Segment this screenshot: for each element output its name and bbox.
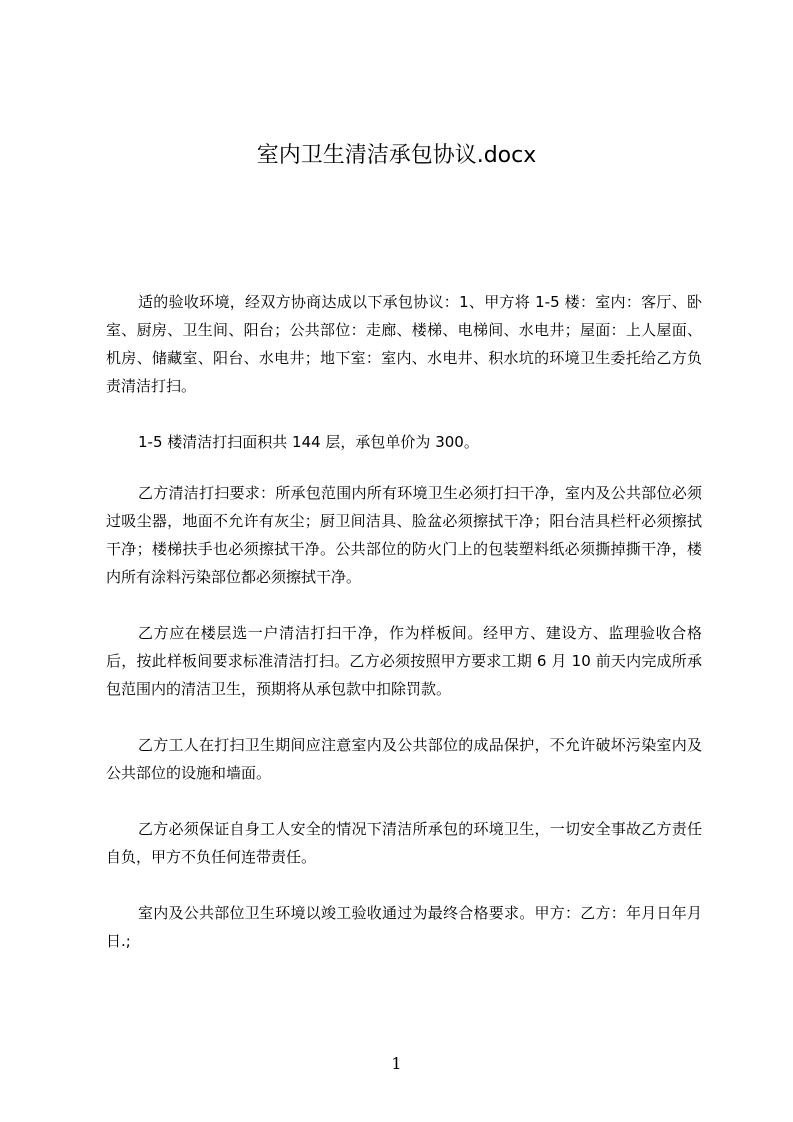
paragraph-acceptance-signature: 室内及公共部位卫生环境以竣工验收通过为最终合格要求。甲方：乙方：年月日年月日.; <box>106 904 702 950</box>
paragraph-contract-scope: 适的验收环境，经双方协商达成以下承包协议：1、甲方将 1-5 楼：室内：客厅、卧室、厨房、卫生间、阳台；公共部位：走廊、楼梯、电梯间、水电井；屋面：上人屋面、机房、储藏室、阳台、水电井；地下室：室内、水电井、积水坑的环境卫生委托给乙方负责清洁打扫。 <box>106 293 702 395</box>
paragraph-protection: 乙方工人在打扫卫生期间应注意室内及公共部位的成品保护，不允许破坏污染室内及公共部位的设施和墙面。 <box>106 736 702 782</box>
paragraph-safety: 乙方必须保证自身工人安全的情况下清洁所承包的环境卫生，一切安全事故乙方责任自负，甲方不负任何连带责任。 <box>106 820 702 866</box>
paragraph-sample-room: 乙方应在楼层选一户清洁打扫干净，作为样板间。经甲方、建设方、监理验收合格后，按此样板间要求标准清洁打扫。乙方必须按照甲方要求工期 6 月 10 前天内完成所承包范围内的清洁卫生，预期将从承包款中扣除罚款。 <box>106 624 702 698</box>
document-title: 室内卫生清洁承包协议.docx <box>256 143 537 168</box>
document-body <box>106 288 702 983</box>
paragraph-cleaning-requirements: 乙方清洁打扫要求：所承包范围内所有环境卫生必须打扫干净，室内及公共部位必须过吸尘器，地面不允许有灰尘；厨卫间洁具、脸盆必须擦拭干净；阳台洁具栏杆必须擦拭干净；楼梯扶手也必须擦拭干净。公共部位的防火门上的包装塑料纸必须撕掉撕干净，楼内所有涂料污染部位都必须擦拭干净。 <box>106 484 702 586</box>
page-number: 1 <box>391 1054 402 1073</box>
paragraph-area-price: 1-5 楼清洁打扫面积共 144 层，承包单价为 300。 <box>138 433 479 451</box>
